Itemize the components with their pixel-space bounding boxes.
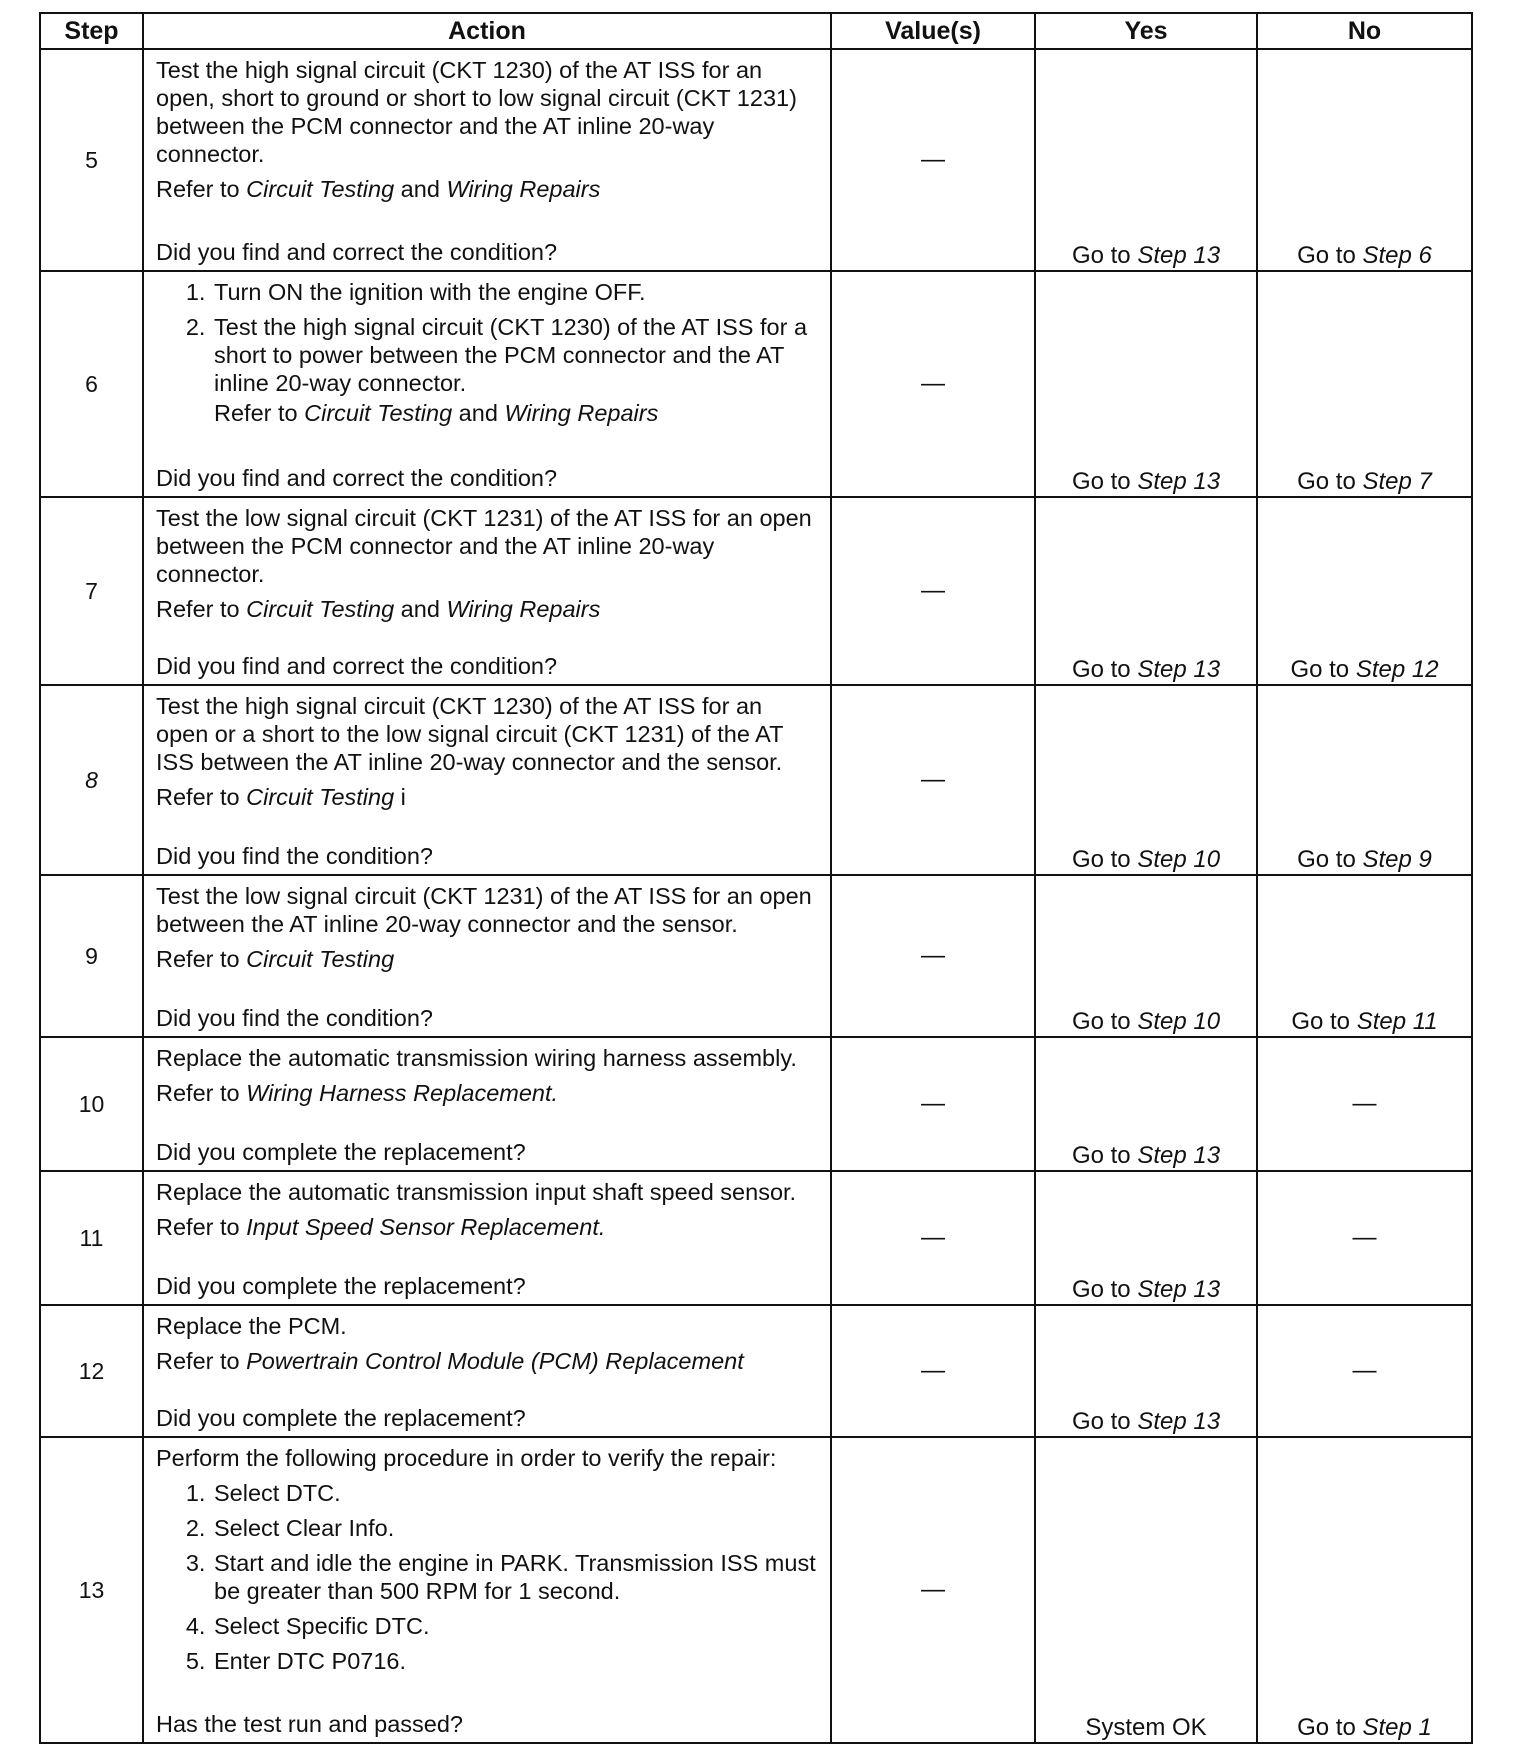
question-text: Did you find the condition?	[156, 1005, 433, 1031]
list-item: 3. Start and idle the engine in PARK. Transmission ISS must be greater than 500 RPM for 1 second.	[212, 1549, 818, 1605]
no-cell: Go to Step 1	[1257, 1437, 1472, 1743]
reference-text: Refer to Circuit Testing and Wiring Repairs	[156, 596, 601, 622]
header-action: Action	[143, 13, 831, 49]
value-cell: —	[831, 875, 1035, 1037]
value-cell: —	[831, 1437, 1035, 1743]
value-cell: —	[831, 49, 1035, 271]
yes-cell: Go to Step 13	[1035, 49, 1257, 271]
step-number: 6	[40, 271, 143, 497]
table-row	[40, 271, 1472, 497]
action-text: Replace the PCM.	[156, 1313, 347, 1339]
list-item: 1. Turn ON the ignition with the engine OFF.	[212, 278, 818, 306]
step-number: 10	[40, 1037, 143, 1171]
no-cell: —	[1257, 1171, 1472, 1305]
no-cell: Go to Step 9	[1257, 685, 1472, 875]
question-text: Did you complete the replacement?	[156, 1139, 526, 1165]
action-steps	[156, 1479, 818, 1682]
yes-cell: Go to Step 13	[1035, 1171, 1257, 1305]
step-number: 8	[40, 685, 143, 875]
table-row	[40, 685, 1472, 875]
action-cell	[143, 497, 831, 685]
value-cell: —	[831, 271, 1035, 497]
step-number: 12	[40, 1305, 143, 1437]
header-yes: Yes	[1035, 13, 1257, 49]
header-no: No	[1257, 13, 1472, 49]
action-cell	[143, 1037, 831, 1171]
reference-text: Refer to Circuit Testing i	[156, 784, 406, 810]
action-cell	[143, 271, 831, 497]
action-text: Test the low signal circuit (CKT 1231) of the AT ISS for an open between the PCM connector and the AT inline 20-way connector.	[156, 505, 812, 587]
no-cell: Go to Step 11	[1257, 875, 1472, 1037]
action-cell	[143, 1171, 831, 1305]
no-cell: Go to Step 6	[1257, 49, 1472, 271]
step-number: 13	[40, 1437, 143, 1743]
question-text: Did you find and correct the condition?	[156, 239, 558, 265]
value-cell: —	[831, 685, 1035, 875]
no-cell: Go to Step 7	[1257, 271, 1472, 497]
table-row	[40, 875, 1472, 1037]
action-cell	[143, 875, 831, 1037]
yes-cell: Go to Step 13	[1035, 1305, 1257, 1437]
reference-text: Refer to Input Speed Sensor Replacement.	[156, 1214, 606, 1240]
yes-cell: System OK	[1035, 1437, 1257, 1743]
header-row	[40, 13, 1472, 49]
reference-text: Refer to Circuit Testing and Wiring Repairs	[214, 400, 659, 426]
question-text: Did you complete the replacement?	[156, 1405, 526, 1431]
question-text: Did you find and correct the condition?	[156, 653, 558, 679]
question-text: Did you complete the replacement?	[156, 1273, 526, 1299]
value-cell: —	[831, 1037, 1035, 1171]
table-row	[40, 49, 1472, 271]
reference-text: Refer to Wiring Harness Replacement.	[156, 1080, 559, 1106]
no-cell: Go to Step 12	[1257, 497, 1472, 685]
action-text: Replace the automatic transmission input shaft speed sensor.	[156, 1179, 797, 1205]
header-values: Value(s)	[831, 13, 1035, 49]
action-cell	[143, 49, 831, 271]
action-cell	[143, 1437, 831, 1743]
yes-cell: Go to Step 13	[1035, 1037, 1257, 1171]
table-row	[40, 1171, 1472, 1305]
diagnostic-table	[39, 12, 1473, 1744]
no-cell: —	[1257, 1305, 1472, 1437]
question-text: Has the test run and passed?	[156, 1711, 464, 1737]
action-text: Test the low signal circuit (CKT 1231) of the AT ISS for an open between the AT inline 20-way connector and the sensor.	[156, 883, 812, 937]
reference-text: Refer to Circuit Testing and Wiring Repairs	[156, 176, 601, 202]
table-row	[40, 1437, 1472, 1743]
action-text: Test the high signal circuit (CKT 1230) of the AT ISS for an open or a short to the low signal circuit (CKT 1231) of the AT ISS between the AT inline 20-way connector and the sensor.	[156, 693, 783, 775]
reference-text: Refer to Powertrain Control Module (PCM) Replacement	[156, 1348, 744, 1374]
table-row	[40, 1037, 1472, 1171]
question-text: Did you find and correct the condition?	[156, 465, 558, 491]
action-text: Replace the automatic transmission wiring harness assembly.	[156, 1045, 797, 1071]
reference-text: Refer to Circuit Testing	[156, 946, 395, 972]
yes-cell: Go to Step 10	[1035, 875, 1257, 1037]
action-cell	[143, 1305, 831, 1437]
list-item: 1. Select DTC.	[212, 1479, 818, 1507]
list-item: 5. Enter DTC P0716.	[212, 1647, 818, 1675]
step-number: 7	[40, 497, 143, 685]
action-text: Perform the following procedure in order to verify the repair:	[156, 1445, 777, 1471]
list-item: 4. Select Specific DTC.	[212, 1612, 818, 1640]
step-number: 11	[40, 1171, 143, 1305]
header-step: Step	[40, 13, 143, 49]
yes-cell: Go to Step 13	[1035, 271, 1257, 497]
table-row	[40, 1305, 1472, 1437]
question-text: Did you find the condition?	[156, 843, 433, 869]
list-item: 2. Test the high signal circuit (CKT 1230) of the AT ISS for a short to power between the PCM connector and the AT inline 20-way connector. Refer to Circuit Testing and Wiring Repairs	[212, 313, 818, 427]
table-row	[40, 497, 1472, 685]
step-number: 9	[40, 875, 143, 1037]
value-cell: —	[831, 1305, 1035, 1437]
action-text: Test the high signal circuit (CKT 1230) of the AT ISS for an open, short to ground or short to low signal circuit (CKT 1231) between the PCM connector and the AT inline 20-way connector.	[156, 57, 797, 167]
value-cell: —	[831, 497, 1035, 685]
step-number: 5	[40, 49, 143, 271]
list-item: 2. Select Clear Info.	[212, 1514, 818, 1542]
action-steps	[156, 278, 818, 434]
no-cell: —	[1257, 1037, 1472, 1171]
yes-cell: Go to Step 10	[1035, 685, 1257, 875]
yes-cell: Go to Step 13	[1035, 497, 1257, 685]
value-cell: —	[831, 1171, 1035, 1305]
action-cell	[143, 685, 831, 875]
